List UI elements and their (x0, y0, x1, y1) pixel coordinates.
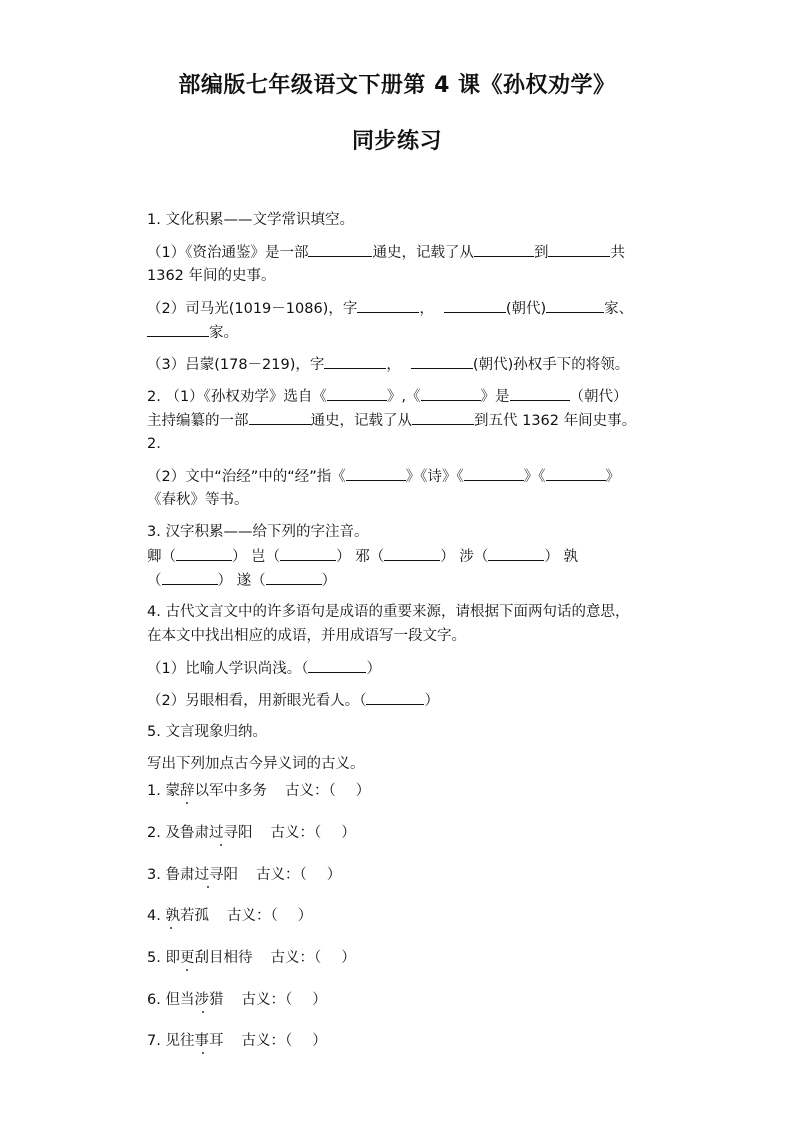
q3-row-1: 卿（ ） 岂（ ） 邪（ ） 涉（ ） 孰 (147, 546, 578, 567)
page-title: 部编版七年级语文下册第 4 课《孙权劝学》 (178, 73, 616, 98)
blank[interactable] (308, 242, 372, 257)
emphasis-dot (186, 802, 188, 804)
blank[interactable] (474, 242, 534, 257)
blank[interactable] (412, 410, 474, 425)
emphasis-dot (186, 969, 188, 971)
blank[interactable] (411, 354, 473, 369)
q4-item-1: （1）比喻人学识尚浅。（ ） (147, 658, 381, 679)
blank[interactable] (510, 386, 570, 401)
q2-line-2: 主持编纂的一部 通史，记载了从 到五代 1362 年间史事。 (147, 410, 636, 431)
q5-item: 7. 见往事耳 古义：（ ） (147, 1033, 327, 1049)
q4-item-2: （2）另眼相看，用新眼光看人。（ ） (147, 690, 439, 711)
q1-item-1: （1）《资治通鉴》是一部 通史，记载了从 到 共 (147, 242, 625, 263)
blank[interactable] (546, 298, 604, 313)
blank[interactable] (324, 354, 386, 369)
q5-item: 1. 蒙辞以军中多务 古义：（ ） (147, 783, 371, 799)
emphasis-dot (170, 927, 172, 929)
blank[interactable] (308, 658, 366, 673)
q1-item-1-cont: 1362 年间的史事。 (147, 268, 276, 284)
q4-heading-1: 4. 古代文言文中的许多语句是成语的重要来源，请根据下面两句话的意思， (147, 604, 630, 620)
q2-line-3: 2. (147, 436, 161, 452)
q4-heading-2: 在本文中找出相应的成语，并用成语写一段文字。 (147, 628, 466, 644)
emphasis-dot (202, 1011, 204, 1013)
blank[interactable] (488, 546, 544, 561)
q1-item-3: （3）吕蒙(178－219)，字 ， (朝代)孙权手下的将领。 (147, 354, 629, 375)
emphasis-dot (202, 1052, 204, 1054)
q5-heading: 5. 文言现象归纳。 (147, 724, 267, 740)
blank[interactable] (249, 410, 311, 425)
blank[interactable] (266, 570, 322, 585)
q5-item: 4. 孰若孤 古义：（ ） (147, 908, 313, 924)
q5-item: 2. 及鲁肃过寻阳 古义：（ ） (147, 825, 356, 841)
q3-heading: 3. 汉字积累——给下列的字注音。 (147, 524, 369, 540)
blank[interactable] (176, 546, 232, 561)
q5-subheading: 写出下列加点古今异义词的古义。 (147, 756, 365, 772)
q1-heading: 1. 文化积累——文学常识填空。 (147, 212, 354, 228)
q2-line-1: 2. （1）《孙权劝学》选自《 》,《 》是 （朝代） (147, 386, 628, 407)
blank[interactable] (444, 298, 506, 313)
q3-row-2: （ ） 遂（ ） (147, 570, 336, 591)
blank[interactable] (384, 546, 440, 561)
blank[interactable] (546, 466, 606, 481)
q2-line-4: （2）文中“治经”中的“经”指《 》《诗》《 》《 》 (147, 466, 620, 487)
emphasis-dot (207, 886, 209, 888)
q1-item-2: （2）司马光(1019－1086)，字 ， (朝代) 家、 (147, 298, 633, 319)
blank[interactable] (464, 466, 524, 481)
blank[interactable] (147, 322, 209, 337)
q5-item: 5. 即更刮目相待 古义：（ ） (147, 950, 356, 966)
blank[interactable] (548, 242, 610, 257)
blank[interactable] (162, 570, 218, 585)
blank[interactable] (366, 690, 424, 705)
q5-item: 6. 但当涉猎 古义：（ ） (147, 992, 327, 1008)
q2-line-5: 《春秋》等书。 (147, 492, 249, 508)
q1-item-2-cont: 家。 (147, 322, 238, 343)
q5-item: 3. 鲁肃过寻阳 古义：（ ） (147, 867, 342, 883)
blank[interactable] (280, 546, 336, 561)
blank[interactable] (357, 298, 419, 313)
page-subtitle: 同步练习 (351, 129, 442, 154)
blank[interactable] (421, 386, 481, 401)
blank[interactable] (346, 466, 406, 481)
blank[interactable] (327, 386, 387, 401)
emphasis-dot (220, 844, 222, 846)
